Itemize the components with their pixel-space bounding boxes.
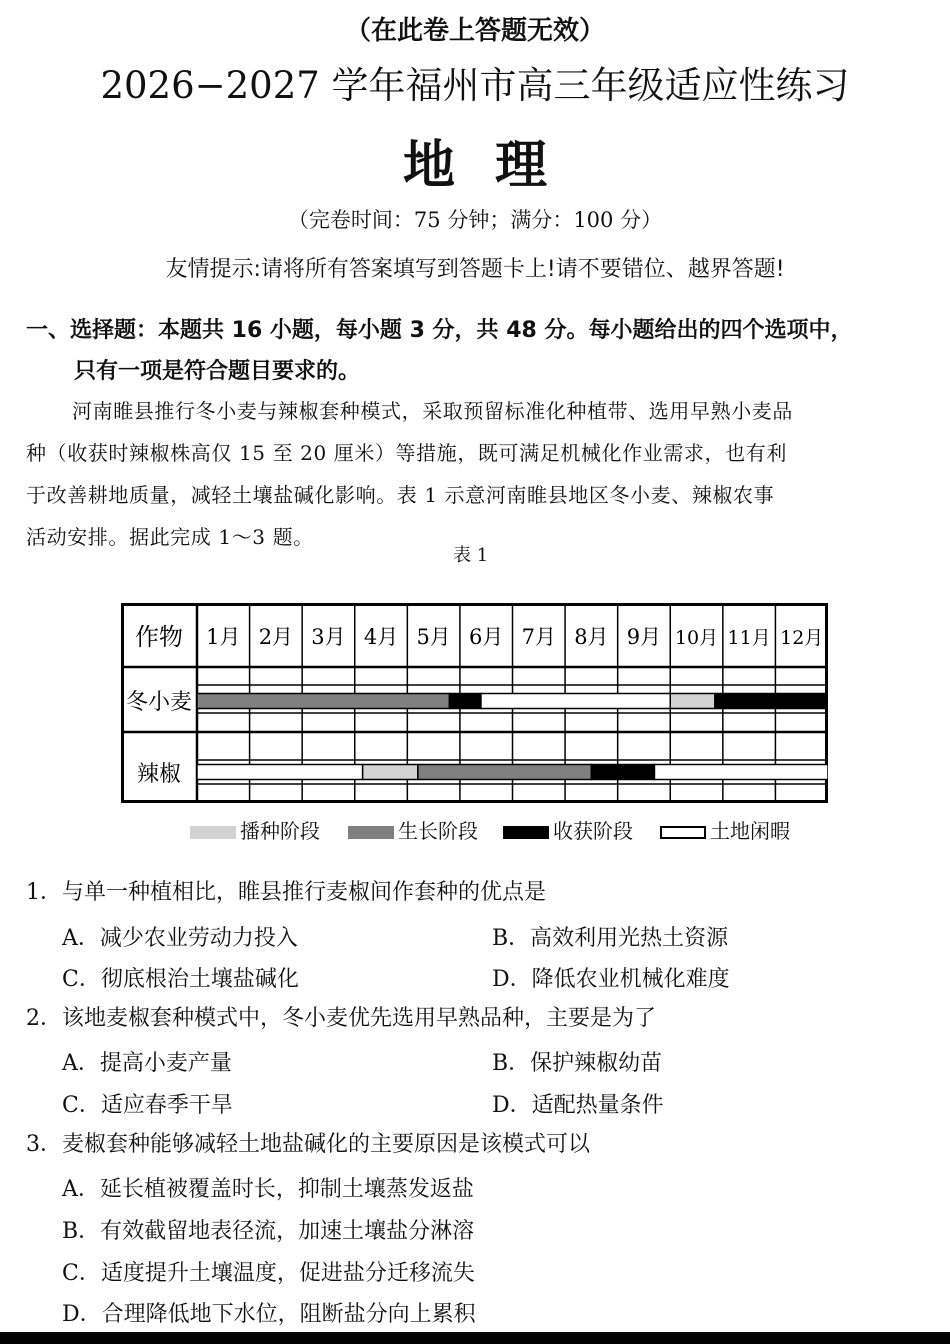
crop-name-1: 冬小麦 (125, 690, 193, 715)
month-label-9: 9月 (626, 625, 662, 649)
bar-1-growth-1 (197, 694, 449, 709)
month-label-3: 3月 (311, 625, 346, 649)
passage-line-2: 种（收获时辣椒株高仅 15 至 20 厘米）等措施，既可满足机械化作业需求，也有利 (26, 441, 787, 465)
farming-schedule-table (121, 603, 828, 803)
legend-harvest-swatch (503, 826, 549, 839)
section-heading-line1: 一、选择题：本题共 16 小题，每小题 3 分，共 48 分。每小题给出的四个选项中， (26, 318, 853, 343)
month-label-7: 7月 (521, 625, 556, 649)
month-label-4: 4月 (363, 625, 399, 649)
month-label-8: 8月 (574, 625, 609, 649)
crop-name-2: 辣椒 (136, 762, 182, 787)
bar-2-fallow-5 (654, 765, 828, 780)
bar-2-fallow-1 (197, 765, 363, 780)
month-label-10: 10月 (674, 627, 719, 649)
question-2-option-d: D．适配热量条件 (492, 1093, 664, 1118)
legend-harvest-label: 收获阶段 (553, 819, 633, 843)
question-1-option-a: A．减少农业劳动力投入 (62, 926, 298, 951)
bar-1-harvest-2 (449, 694, 481, 709)
legend-fallow-swatch (660, 826, 706, 839)
header-crop-label: 作物 (135, 623, 183, 651)
legend-harvest (503, 815, 633, 843)
legend-growth (348, 815, 478, 843)
legend-fallow (660, 815, 790, 843)
question-1-option-b: B．高效利用光热土资源 (492, 926, 729, 951)
question-2-option-a: A．提高小麦产量 (62, 1051, 232, 1076)
passage-line-4: 活动安排。据此完成 1～3 题。 (26, 525, 314, 549)
subject-title: 地理 (402, 136, 587, 196)
question-3-option-b: B．有效截留地表径流，加速土壤盐分淋溶 (62, 1219, 475, 1244)
table-caption: 表 1 (453, 545, 489, 566)
question-2-option-c: C．适应春季干旱 (62, 1093, 233, 1118)
bar-2-harvest-4 (591, 765, 654, 780)
bar-2-sowing-2 (363, 765, 418, 780)
bar-1-harvest-5 (715, 694, 828, 709)
month-label-6: 6月 (469, 625, 504, 649)
legend-sowing-label: 播种阶段 (240, 819, 320, 843)
question-1-option-c: C．彻底根治土壤盐碱化 (62, 967, 299, 992)
exam-title: 2026−2027 学年福州市高三年级适应性练习 (100, 64, 850, 107)
bar-1-fallow-3 (481, 694, 670, 709)
legend-sowing-swatch (190, 826, 236, 839)
friendly-tip: 友情提示:请将所有答案填写到答题卡上!请不要错位、越界答题! (165, 257, 785, 282)
question-3-stem: 3．麦椒套种能够减轻土地盐碱化的主要原因是该模式可以 (26, 1132, 590, 1157)
month-label-12: 12月 (780, 627, 824, 649)
month-label-5: 5月 (416, 625, 451, 649)
schedule-grid (121, 603, 828, 803)
passage-line-1: 河南睢县推行冬小麦与辣椒套种模式，采取预留标准化种植带、选用早熟小麦品 (72, 399, 793, 423)
section-heading-line2: 只有一项是符合题目要求的。 (74, 359, 361, 384)
month-label-1: 1月 (206, 625, 241, 649)
bar-1-sowing-4 (670, 694, 715, 709)
bottom-border (0, 1332, 950, 1344)
question-3-option-a: A．延长植被覆盖时长，抑制土壤蒸发返盐 (62, 1177, 474, 1202)
question-2-stem: 2．该地麦椒套种模式中，冬小麦优先选用早熟品种，主要是为了 (26, 1006, 656, 1031)
month-label-11: 11月 (727, 627, 771, 649)
legend-sowing (190, 815, 320, 843)
invalid-answer-notice: （在此卷上答题无效） (344, 16, 605, 46)
passage-line-3: 于改善耕地质量，减轻土壤盐碱化影响。表 1 示意河南睢县地区冬小麦、辣椒农事 (26, 483, 775, 507)
legend-growth-swatch (348, 826, 394, 839)
question-3-option-c: C．适度提升土壤温度，促进盐分迁移流失 (62, 1261, 475, 1286)
question-3-option-d: D．合理降低地下水位，阻断盐分向上累积 (62, 1302, 476, 1327)
question-2-option-b: B．保护辣椒幼苗 (492, 1051, 663, 1076)
question-1-stem: 1．与单一种植相比，睢县推行麦椒间作套种的优点是 (26, 880, 546, 905)
month-label-2: 2月 (258, 625, 294, 649)
question-1-option-d: D．降低农业机械化难度 (492, 967, 730, 992)
legend-growth-label: 生长阶段 (398, 819, 478, 843)
bar-2-growth-3 (418, 765, 592, 780)
time-score-info: （完卷时间：75 分钟；满分：100 分） (287, 208, 663, 232)
legend-fallow-label: 土地闲暇 (710, 819, 790, 843)
